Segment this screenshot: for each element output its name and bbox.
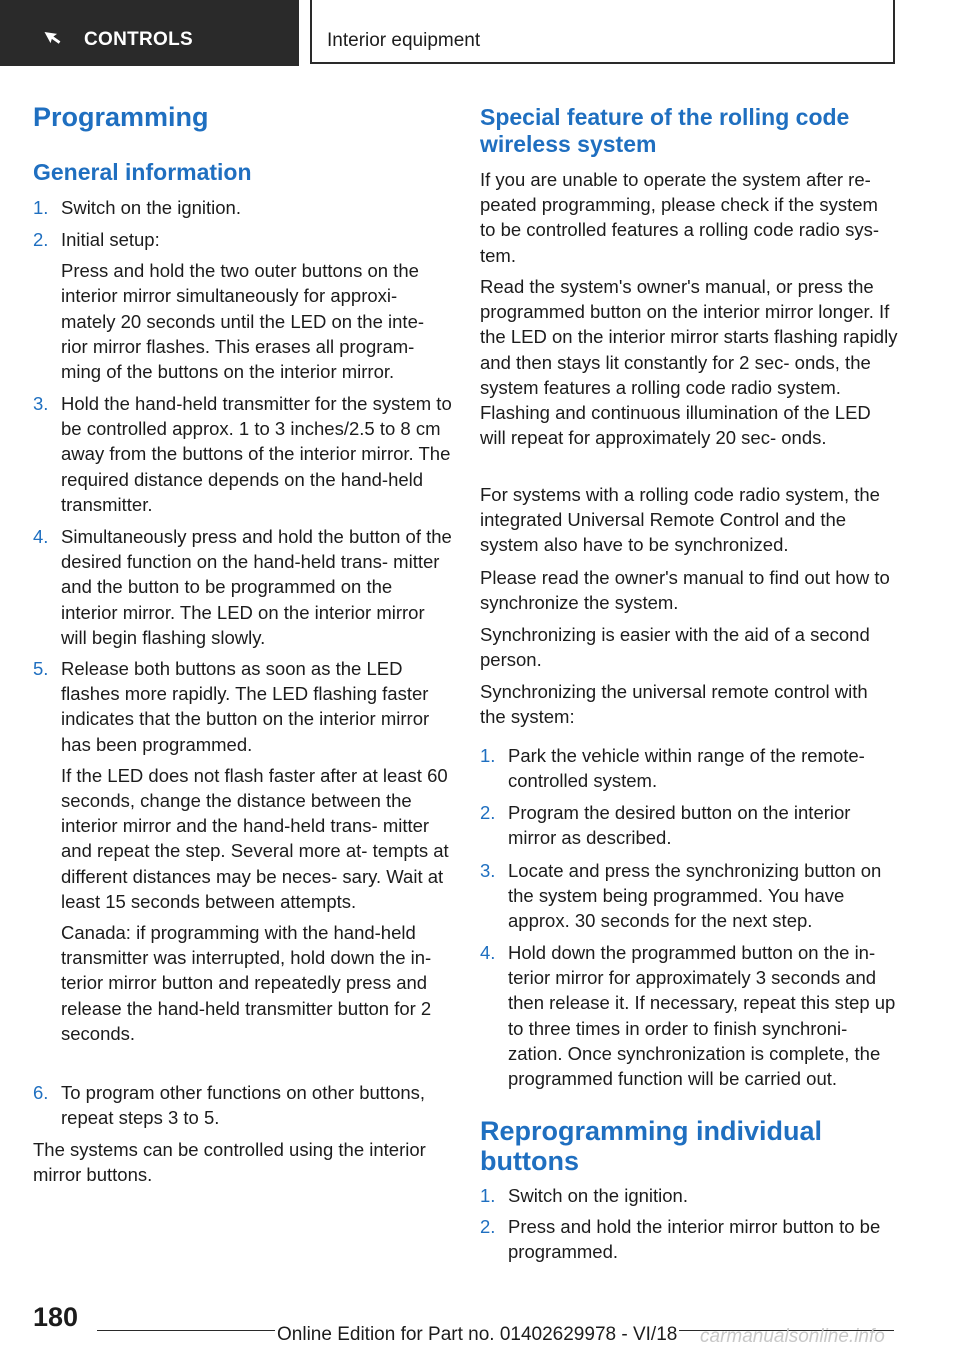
body-paragraph: Synchronizing the universal remote control with the system: — [480, 681, 868, 728]
watermark: carmanualsonline.info — [700, 1326, 885, 1347]
step-number: 1. — [480, 1185, 496, 1206]
section-title-2: Reprogramming individual buttons — [480, 1116, 823, 1176]
step-number: 5. — [33, 658, 49, 679]
step-text: Release both buttons as soon as the LED flashes more rapidly. The LED flashing faster indicates that the button on the interior mirror has been programmed. — [61, 658, 430, 755]
body-paragraph: Please read the owner's manual to find out how to synchronize the system. — [480, 567, 890, 614]
step-text: Canada: if programming with the hand-held transmitter was interrupted, hold down the in‐ terior mirror button and repeatedly press and release the hand-held transmitter button for 2 seconds. — [61, 922, 432, 1044]
step-text: Press and hold the interior mirror button to be programmed. — [508, 1216, 881, 1263]
section-title: Programming — [33, 102, 209, 132]
body-paragraph: For systems with a rolling code radio system, the integrated Universal Remote Control and the system also have to be synchronized. — [480, 484, 880, 556]
step-number: 1. — [480, 745, 496, 766]
step-number: 2. — [480, 802, 496, 823]
subsection-title: General information — [33, 159, 252, 185]
section-title: Special feature of the rolling code wireless system — [480, 104, 850, 157]
chapter-tab — [310, 0, 895, 64]
step-text: Park the vehicle within range of the remote- controlled system. — [508, 745, 865, 792]
chapter-label: Interior equipment — [327, 30, 481, 51]
step-number: 1. — [33, 197, 49, 218]
step-text: Switch on the ignition. — [508, 1185, 688, 1206]
step-number: 4. — [33, 526, 49, 547]
step-text: Initial setup: — [61, 229, 160, 250]
step-text: Simultaneously press and hold the button of the desired function on the hand-held trans‐ mitter and the button to be programmed on the interior mirror. The LED on the interior mirror will begin flashing slowly. — [61, 526, 452, 648]
step-number: 3. — [33, 393, 49, 414]
section-label: CONTROLS — [84, 29, 194, 50]
section-tab — [0, 0, 299, 66]
step-text: To program other functions on other buttons, repeat steps 3 to 5. — [61, 1082, 426, 1129]
page-number: 180 — [33, 1302, 79, 1332]
step-text: Hold the hand-held transmitter for the system to be controlled approx. 1 to 3 inches/2.5 to 8 cm away from the buttons of the interior mirror. The required distance depends on the hand-held transmitter. — [61, 393, 452, 515]
step-number: 3. — [480, 860, 496, 881]
edition-text: Online Edition for Part no. 01402629978 - VI/18 — [277, 1324, 678, 1345]
body-paragraph: Synchronizing is easier with the aid of a second person. — [480, 624, 870, 671]
cursor-arrow-icon — [40, 29, 62, 51]
step-number: 2. — [33, 229, 49, 250]
step-text: Switch on the ignition. — [61, 197, 241, 218]
step-text: Hold down the programmed button on the in‐ terior mirror for approximately 3 seconds and then release it. If necessary, repeat this step up to three times in order to finish synchroni‐ zation. Once synchronization is complete, the programmed function will be carried out. — [508, 942, 896, 1090]
step-number: 6. — [33, 1082, 49, 1103]
page-header — [0, 0, 960, 66]
step-number: 4. — [480, 942, 496, 963]
page-footer — [0, 1290, 960, 1362]
step-number: 2. — [480, 1216, 496, 1237]
step-text: If the LED does not flash faster after at least 60 seconds, change the distance between the interior mirror and the hand-held trans‐ mitter and repeat the step. Several more at‐ tempts at different distances may be neces‐ sary. Wait at least 15 seconds between attempts. — [61, 764, 449, 912]
body-paragraph: Read the system's owner's manual, or press the programmed button on the interior mirror longer. If the LED on the interior mirror starts flashing rapidly and then stays lit constantly for 2 sec‐ onds, the system features a rolling code radio system. Flashing and continuous illumination of the LED will repeat for approximately 20 sec‐ onds. — [480, 276, 898, 449]
body-paragraph: If you are unable to operate the system after re‐ peated programming, please check if the system to be controlled features a rolling code radio sys‐ tem. — [480, 169, 879, 266]
step-text: Press and hold the two outer buttons on the interior mirror simultaneously for approxi‐ mately 20 seconds until the LED on the inte‐ rior mirror flashes. This erases all program‐ ming of the buttons on the interior mirror. — [61, 260, 425, 383]
step-text: Program the desired button on the interior mirror as described. — [508, 802, 851, 849]
closing-text: The systems can be controlled using the interior mirror buttons. — [33, 1139, 426, 1186]
step-text: Locate and press the synchronizing button on the system being programmed. You have approx. 30 seconds for the next step. — [508, 860, 882, 932]
